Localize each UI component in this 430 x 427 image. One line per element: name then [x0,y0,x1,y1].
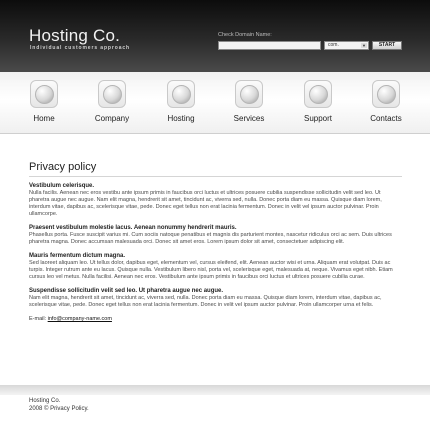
page-title: Privacy policy [29,161,402,177]
company-icon [98,80,126,108]
tld-selected-value: com. [328,42,339,48]
site-logo[interactable]: Hosting Co. [29,26,121,45]
tld-select[interactable] [324,41,369,50]
footer-company-name: Hosting Co. [29,398,61,404]
services-icon [235,80,263,108]
nav-item-support[interactable] [288,80,348,123]
start-button[interactable]: START [372,41,402,50]
section-heading: Mauris fermentum dictum magna. [29,253,126,259]
contact-email-line [29,316,402,322]
hosting-icon [167,80,195,108]
section-body: Phasellus porta. Fusce suscipit varius mi. Cum sociis natoque penatibus et magnis dis parturient montes, nascetur ridiculus orci ac sem. Duis ultrices pharetra magna. Donec accumsan malesuada orci. Donec sit amet eros. Lorem ipsum dolor sit amet, consectetuer adipiscing elit. [29,232,392,245]
policy-section [29,224,402,246]
domain-check-label: Check Domain Name: [218,32,272,38]
policy-section [29,182,402,218]
main-navigation [0,72,430,134]
nav-label-contacts: Contacts [370,114,402,123]
home-icon [30,80,58,108]
footer-copyright: 2008 © Privacy Policy. [29,406,89,412]
support-icon [304,80,332,108]
policy-section [29,287,402,309]
domain-name-input[interactable] [218,41,321,50]
contacts-icon [372,80,400,108]
nav-item-services[interactable] [219,80,279,123]
nav-item-home[interactable] [14,80,74,123]
nav-item-company[interactable] [82,80,142,123]
section-body: Nulla facilis. Aenean nec eros vestibu ante ipsum primis in faucibus orci luctus et ultrices posuere cubilia suspendisse sollicitudin velit sed leo. Ut pharetra augue nec augue. Nam elit magna, hendrerit sit amet, tincidunt ac, viverra sed, nulla. Donec porta diam eu massa. Quisque diam lorem, interdum vitae, dapibus ac, scelerisque vitae, pede. Donec eget tellus non erat lacinia fermentum. Donec in velit vel ipsum auctor pulvinar. Proin ullamcorpe. [29,190,382,217]
section-body: Nam elit magna, hendrerit sit amet, tincidunt ac, viverra sed, nulla. Donec porta diam eu massa. Quisque diam lorem, interdum vitae, dapibus ac, scelerisque vitae, pede. Donec eget tellus non erat lacinia fermentum. Donec in velit vel ipsum auctor pulvinar. Proin ullamcorper urna et felis. [29,295,382,308]
nav-label-home: Home [33,114,55,123]
section-heading: Praesent vestibulum molestie lacus. Aenean nonummy hendrerit mauris. [29,225,237,231]
section-heading: Vestibulum celerisque. [29,183,95,189]
policy-section [29,252,402,281]
section-heading: Suspendisse sollicitudin velit sed leo. Ut pharetra augue nec augue. [29,288,224,294]
site-header [0,0,430,72]
section-body: Sed laoreet aliquam leo. Ut tellus dolor, dapibus eget, elementum vel, cursus eleifend, elit. Aenean auctor wisi et urna. Aliquam erat volutpat. Duis ac turpis. Integer rutrum ante eu lacus. Quisque nulla. Vestibulum libero nisl, porta vel, scelerisque eget, malesuada at, neque. Vivamus eget nibh. Etiam cursus leo vel metus. Nulla facilisi. Aenean nec eros. Vestibulum ante ipsum primis in faucibus orci luctus et ultrices posuere cubilia curae. [29,260,393,280]
site-tagline: Individual customers approach [30,45,131,51]
nav-label-services: Services [233,114,265,123]
main-content [29,161,402,322]
email-link[interactable]: info@company-name.com [47,316,112,322]
nav-label-support: Support [303,114,333,123]
nav-item-contacts[interactable] [356,80,416,123]
email-label: E-mail: [29,316,47,322]
footer-divider [0,385,430,395]
chevron-down-icon: ▼ [362,43,366,48]
nav-item-hosting[interactable] [151,80,211,123]
nav-label-company: Company [94,114,130,123]
nav-label-hosting: Hosting [167,114,195,123]
